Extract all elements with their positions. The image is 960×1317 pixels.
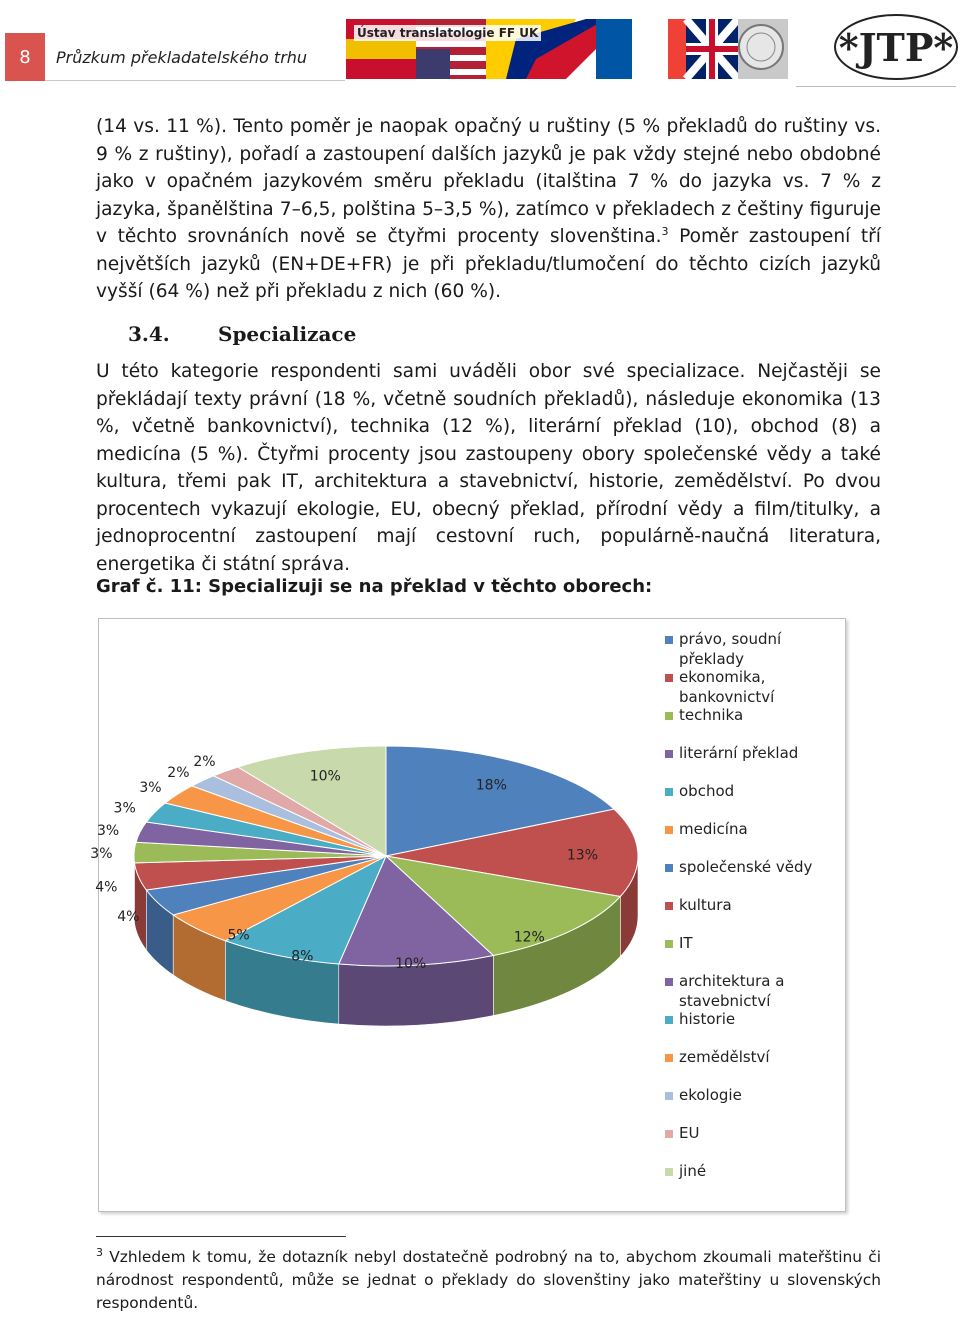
jtp-logo: *JTP* xyxy=(834,14,958,80)
legend-swatch-12 xyxy=(665,1092,673,1100)
legend-label-3: literární překlad xyxy=(679,744,799,762)
legend-swatch-0 xyxy=(665,636,673,644)
pie-label-0: 18% xyxy=(475,777,507,794)
graph-caption: Graf č. 11: Specializuji se na překlad v těchto oborech: xyxy=(96,576,653,597)
footnote-rule xyxy=(96,1236,346,1237)
pie-label-9: 3% xyxy=(96,822,120,839)
pie-label-12: 2% xyxy=(167,764,190,781)
pie-label-10: 3% xyxy=(113,800,136,817)
header-rule xyxy=(796,86,956,87)
paragraph-languages xyxy=(96,113,881,306)
legend-swatch-13 xyxy=(665,1130,673,1138)
legend-swatch-11 xyxy=(665,1054,673,1062)
pie-label-7: 4% xyxy=(95,879,118,896)
legend-swatch-1 xyxy=(665,674,673,682)
legend-label-5: medicína xyxy=(679,820,748,838)
legend-swatch-8 xyxy=(665,940,673,948)
section-number: 3.4. xyxy=(128,322,170,346)
footnote-ref[interactable]: 3 xyxy=(661,224,669,238)
legend-label-9: architektura a stavebnictví xyxy=(679,972,785,1010)
legend-label-1: ekonomika, bankovnictví xyxy=(679,668,775,706)
specialization-pie-chart xyxy=(90,618,846,1212)
legend-swatch-14 xyxy=(665,1168,673,1176)
paragraph-languages-text: (14 vs. 11 %). Tento poměr je naopak opačný u ruštiny (5 % překladů do ruštiny vs. 9 % z ruštiny), pořadí a zastoupení dalších jazyků je pak vždy stejné nebo obdobné jako v opačném jazykovém směru překladu (italština 7 % do jazyka vs. 7 % z jazyka, španělština 7–6,5, polština 5–3,5 %), zatímco v překladech z češtiny figuruje v těchto srovnáních nově se čtyřmi procenty slovenština. xyxy=(96,116,881,247)
legend-swatch-10 xyxy=(665,1016,673,1024)
paragraph-specializations: U této kategorie respondenti sami uváděli obor své specializace. Nejčastěji se překládají texty právní (18 %, včetně soudních překladů), následuje ekonomika (13 %, včetně bankovnictví), technika (12 %), literární překlad (10), obchod (8) a medicína (5 %). Čtyřmi procenty jsou zastoupeny obory společenské vědy a také kultura, třemi pak IT, architektura a stavebnictví, historie, zemědělství. Po dvou procentech vykazují ekologie, EU, obecný překlad, přírodní vědy a film/titulky, a jednoprocentní zastoupení mají cestovní ruch, populárně-naučná literatura, energetika či státní správa. xyxy=(96,361,881,575)
legend-swatch-5 xyxy=(665,826,673,834)
pie-label-11: 3% xyxy=(139,780,162,797)
legend-label-10: historie xyxy=(679,1010,736,1028)
footnote xyxy=(96,1246,881,1315)
legend-label-13: EU xyxy=(679,1124,700,1142)
footnote-number: 3 xyxy=(96,1245,103,1259)
legend-label-11: zemědělství xyxy=(679,1048,770,1066)
legend-swatch-4 xyxy=(665,788,673,796)
pie-label-14: 10% xyxy=(309,768,341,785)
pie-label-3: 10% xyxy=(395,956,427,973)
legend-swatch-9 xyxy=(665,978,673,986)
legend-label-8: IT xyxy=(679,934,693,952)
running-title: Průzkum překladatelského trhu xyxy=(56,48,308,67)
legend-label-6: společenské vědy xyxy=(679,858,813,876)
pie-label-5: 5% xyxy=(227,927,250,944)
legend-swatch-6 xyxy=(665,864,673,872)
pie-label-8: 3% xyxy=(90,846,113,863)
banner-label: Ústav translatologie FF UK xyxy=(354,25,541,41)
section-heading xyxy=(128,322,357,346)
institute-banner xyxy=(346,19,788,79)
legend-label-2: technika xyxy=(679,706,744,724)
legend-swatch-7 xyxy=(665,902,673,910)
pie-label-6: 4% xyxy=(117,909,140,926)
paragraph-languages-tail: Poměr zastoupení tří největších jazyků (EN+DE+FR) je při překladu/tlumočení do těchto cizích jazyků vyšší (64 %) než při překladu z nich (60 %). xyxy=(96,226,881,302)
footnote-text: Vzhledem k tomu, že dotazník nebyl dostatečně podrobný na to, abychom zkoumali mateřštinu či národnost respondentů, může se jednat o překlady do slovenštiny jako mateřštiny u slovenských respondentů. xyxy=(96,1248,881,1312)
pie-label-1: 13% xyxy=(566,847,599,864)
pie-label-2: 12% xyxy=(513,929,545,946)
legend-label-12: ekologie xyxy=(679,1086,742,1104)
section-title: Specializace xyxy=(218,322,357,346)
legend-label-0: právo, soudní překlady xyxy=(679,630,782,668)
legend-label-4: obchod xyxy=(679,782,735,800)
legend-swatch-2 xyxy=(665,712,673,720)
pie-label-13: 2% xyxy=(193,754,216,771)
pie-label-4: 8% xyxy=(291,948,314,965)
page-number: 8 xyxy=(5,33,45,81)
page-header xyxy=(0,0,960,95)
legend-label-7: kultura xyxy=(679,896,732,914)
legend-label-14: jiné xyxy=(679,1162,707,1180)
legend-swatch-3 xyxy=(665,750,673,758)
